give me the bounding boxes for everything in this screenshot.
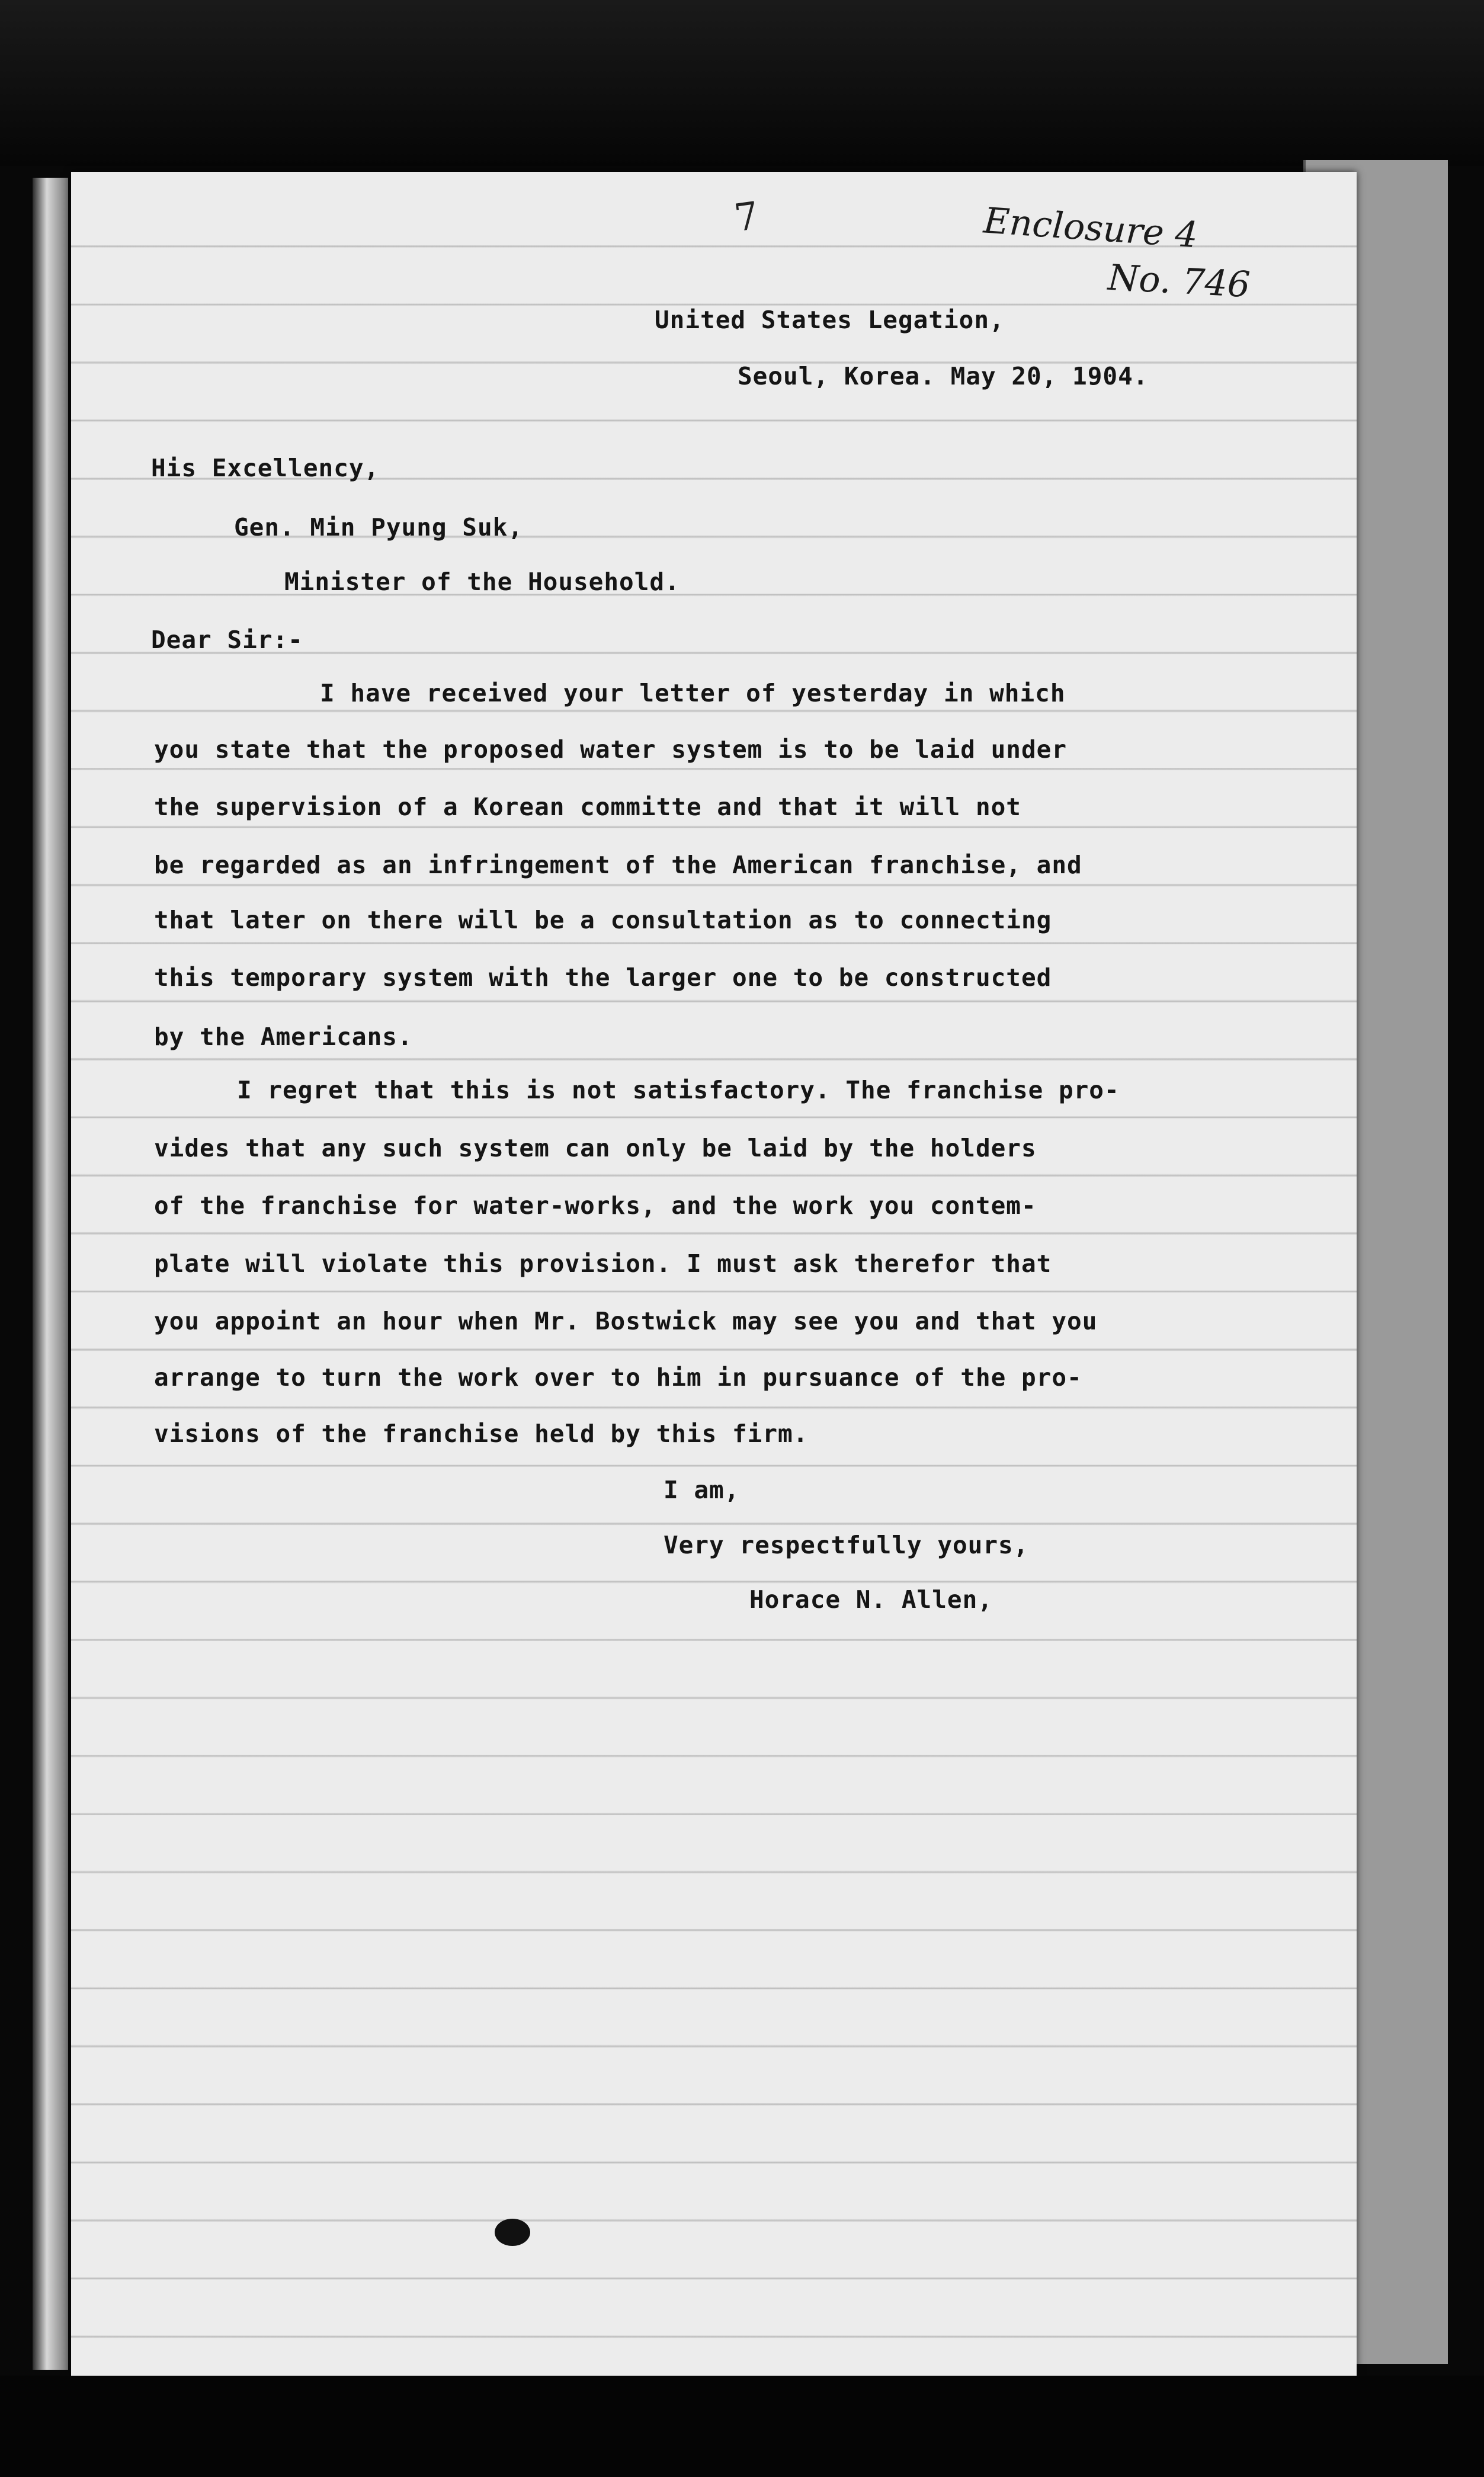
heading-line-2: Seoul, Korea. May 20, 1904.	[738, 362, 1149, 390]
body-line-3: the supervision of a Korean committe and that it will not	[154, 793, 1021, 821]
addressee-line-1: His Excellency,	[151, 454, 380, 482]
page-binding-edge	[33, 178, 68, 2370]
folio-mark: 7	[732, 194, 762, 241]
closing-line-2: Very respectfully yours,	[664, 1531, 1029, 1559]
body-line-9: vides that any such system can only be laid by the holders	[154, 1134, 1037, 1162]
body-line-6: this temporary system with the larger one to be constructed	[154, 963, 1052, 992]
body-line-11: plate will violate this provision. I must ask therefor that	[154, 1249, 1052, 1278]
signature: Horace N. Allen,	[749, 1585, 993, 1614]
closing-line-1: I am,	[664, 1476, 740, 1504]
body-line-14: visions of the franchise held by this firm.	[154, 1419, 809, 1448]
body-line-8: I regret that this is not satisfactory. The franchise pro-	[237, 1076, 1120, 1104]
body-line-4: be regarded as an infringement of the American franchise, and	[154, 851, 1082, 879]
heading-line-1: United States Legation,	[655, 306, 1005, 334]
film-border-top	[0, 0, 1484, 166]
body-line-2: you state that the proposed water system is to be laid under	[154, 735, 1068, 764]
number-note: No. 746	[1107, 257, 1251, 306]
addressee-line-2: Gen. Min Pyung Suk,	[234, 513, 523, 541]
body-line-13: arrange to turn the work over to him in pursuance of the pro-	[154, 1363, 1082, 1392]
body-line-5: that later on there will be a consultation as to connecting	[154, 906, 1052, 934]
body-line-12: you appoint an hour when Mr. Bostwick may see you and that you	[154, 1307, 1098, 1335]
body-line-1: I have received your letter of yesterday in which	[320, 679, 1066, 707]
ink-blot	[495, 2219, 530, 2246]
enclosure-note: Enclosure 4	[982, 200, 1200, 257]
body-line-7: by the Americans.	[154, 1023, 413, 1051]
film-border-bottom	[0, 2376, 1484, 2477]
addressee-line-3: Minister of the Household.	[284, 568, 680, 596]
salutation: Dear Sir:-	[151, 626, 303, 654]
body-line-10: of the franchise for water-works, and the work you contem-	[154, 1191, 1037, 1220]
